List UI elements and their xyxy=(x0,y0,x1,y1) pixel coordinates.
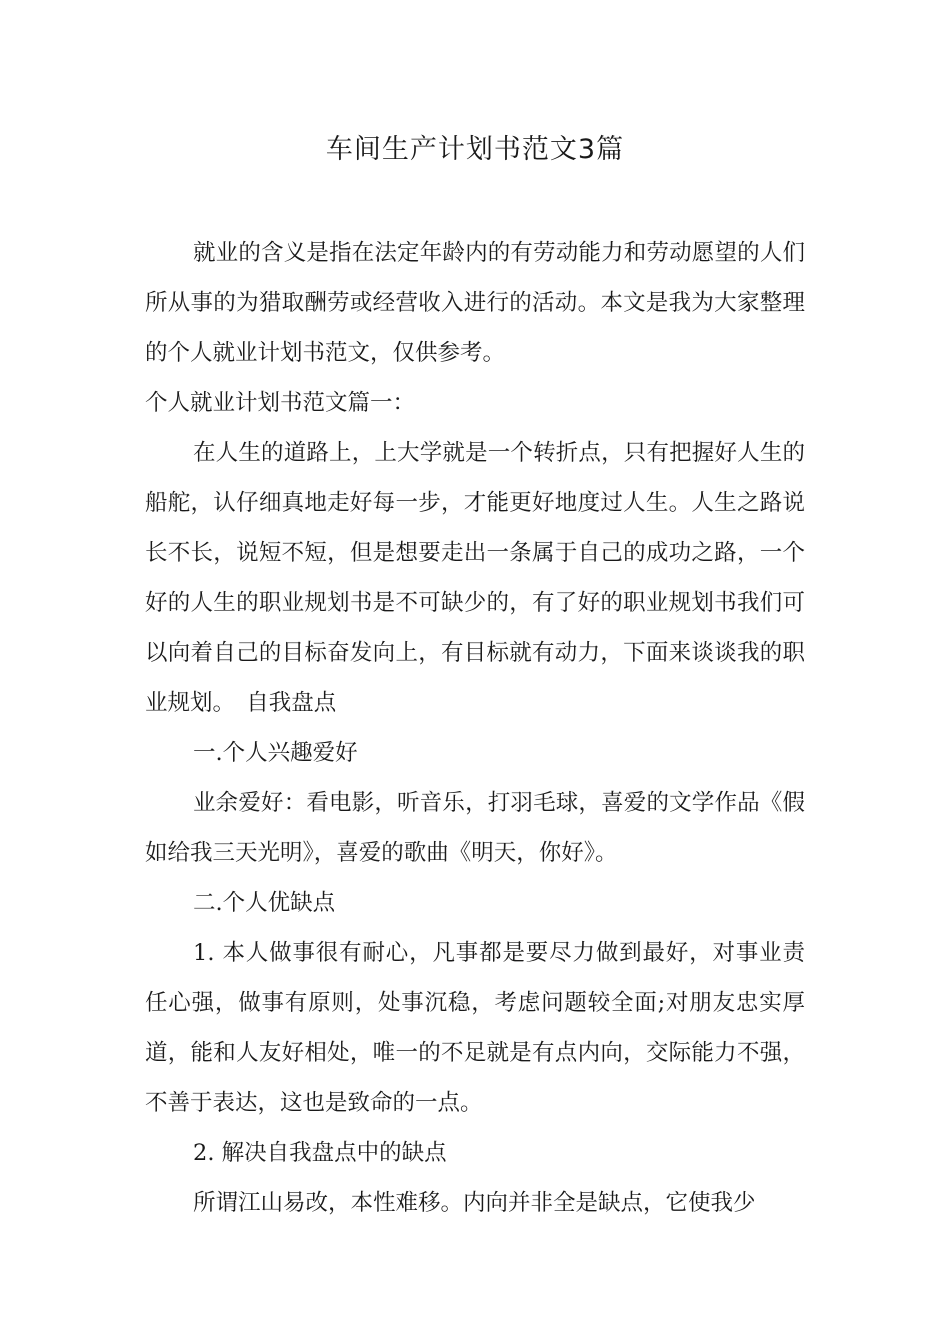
body-paragraph: 1. 本人做事很有耐心，凡事都是要尽力做到最好，对事业责任心强，做事有原则，处事沉稳，考虑问题较全面;对朋友忠实厚道，能和人友好相处，唯一的不足就是有点内向，交际能力不强，不善于表达，这也是致命的一点。 xyxy=(145,940,805,1116)
body-paragraph: 所谓江山易改，本性难移。内向并非全是缺点，它使我少 xyxy=(193,1190,756,1216)
document-title: 车间生产计划书范文3篇 xyxy=(325,134,625,165)
subheading-interests: 一.个人兴趣爱好 xyxy=(193,740,358,766)
section-heading: 个人就业计划书范文篇一： xyxy=(145,390,416,416)
intro-paragraph: 就业的含义是指在法定年龄内的有劳动能力和劳动愿望的人们所从事的为猎取酬劳或经营收入进行的活动。本文是我为大家整理的个人就业计划书范文，仅供参考。 xyxy=(145,240,805,366)
body-paragraph: 业余爱好：看电影，听音乐，打羽毛球，喜爱的文学作品《假如给我三天光明》，喜爱的歌曲《明天，你好》。 xyxy=(145,790,805,866)
body-paragraph: 在人生的道路上，上大学就是一个转折点，只有把握好人生的船舵，认仔细真地走好每一步，才能更好地度过人生。人生之路说长不长，说短不短，但是想要走出一条属于自己的成功之路，一个好的人生的职业规划书是不可缺少的，有了好的职业规划书我们可以向着自己的目标奋发向上，有目标就有动力，下面来谈谈我的职业规划。 自我盘点 xyxy=(145,440,805,716)
document-body xyxy=(145,228,805,1228)
subheading-solutions: 2. 解决自我盘点中的缺点 xyxy=(193,1140,447,1166)
subheading-strengths: 二.个人优缺点 xyxy=(193,890,336,916)
